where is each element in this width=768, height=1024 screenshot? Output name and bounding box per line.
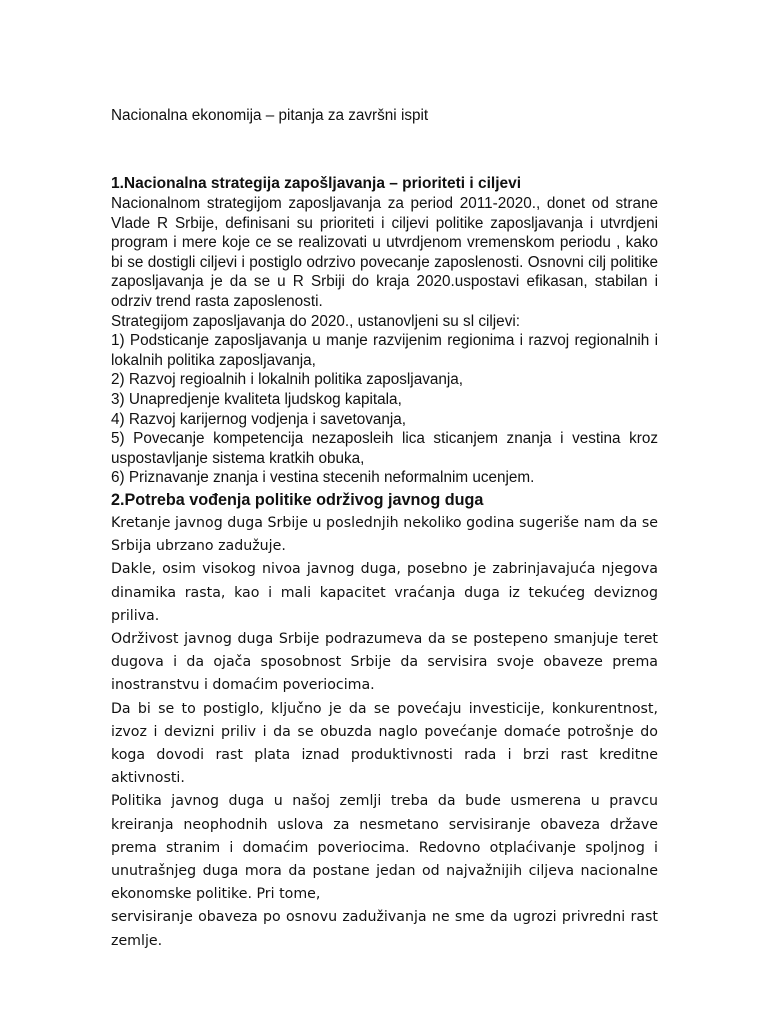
section-paragraph: Nacionalnom strategijom zaposljavanja za period 2011-2020., donet od strane Vlade R Srbije, definisani su prioriteti i ciljevi politike zaposljavanja i utvrdjeni program i mere koje ce se realizovati u utvrdjenom vremenskom periodu , kako bi se dostigli ciljevi i postiglo odrzivo povecanje zaposlenosti. Osnovni cilj politike zaposljavanja je da se u R Srbiji do kraja 2020.uspostavi efikasan, stabilan i odrziv trend rasta zaposlenosti. bbox=[111, 195, 658, 310]
section-employment-strategy bbox=[111, 174, 658, 488]
section-paragraph: Kretanje javnog duga Srbije u poslednjih nekoliko godina sugeriše nam da se Srbija ubrzano zadužuje. bbox=[111, 514, 658, 555]
section-paragraph: servisiranje obaveza po osnovu zaduživanja ne sme da ugrozi privredni rast zemlje. bbox=[111, 909, 658, 949]
section-paragraph: Dakle, osim visokog nivoa javnog duga, posebno je zabrinjavajuća njegova dinamika rasta, kao i mali kapacitet vraćanja duga iz tekućeg deviznog priliva. bbox=[111, 561, 658, 624]
list-intro: Strategijom zaposljavanja do 2020., ustanovljeni su sl ciljevi: bbox=[111, 312, 520, 330]
section-public-debt bbox=[111, 488, 658, 953]
list-item: 3) Unapredjenje kvaliteta ljudskog kapitala, bbox=[111, 390, 402, 408]
list-item: 1) Podsticanje zaposljavanja u manje razvijenim regionima i razvoj regionalnih i lokalnih politika zaposljavanja, bbox=[111, 332, 658, 369]
document-body bbox=[111, 174, 658, 953]
list-item: 4) Razvoj karijernog vodjenja i savetovanja, bbox=[111, 410, 407, 428]
list-item: 2) Razvoj regioalnih i lokalnih politika zaposljavanja, bbox=[111, 371, 464, 389]
section-heading: 2.Potreba vođenja politike održivog javnog duga bbox=[111, 490, 484, 509]
document-title: Nacionalna ekonomija – pitanja za završni ispit bbox=[111, 107, 429, 124]
section-paragraph: Politika javnog duga u našoj zemlji treba da bude usmerena u pravcu kreiranja neophodnih uslova za nesmetano servisiranje obaveza države prema stranim i domaćim poveriocima. Redovno otplaćivanje spoljnog i unutrašnjeg duga mora da postane jedan od najvažnijih ciljeva nacionalne ekonomske politike. Pri tome, bbox=[111, 793, 658, 903]
list-item: 6) Priznavanje znanja i vestina stecenih neformalnim ucenjem. bbox=[111, 469, 535, 487]
list-item: 5) Povecanje kompetencija nezaposleih lica sticanjem znanja i vestina kroz uspostavljanje sistema kratkih obuka, bbox=[111, 430, 658, 467]
section-paragraph: Da bi se to postiglo, ključno je da se povećaju investicije, konkurentnost, izvoz i devizni priliv i da se obuzda naglo povećanje domaće potrošnje do koga dovodi rast plata iznad produktivnosti rada i brzi rast kreditne aktivnosti. bbox=[111, 700, 658, 787]
section-paragraph: Održivost javnog duga Srbije podrazumeva da se postepeno smanjuje teret dugova i da ojača sposobnost Srbije da servisira svoje obaveze prema inostranstvu i domaćim poveriocima. bbox=[111, 630, 658, 694]
section-heading: 1.Nacionalna strategija zapošljavanja – prioriteti i ciljevi bbox=[111, 175, 522, 192]
